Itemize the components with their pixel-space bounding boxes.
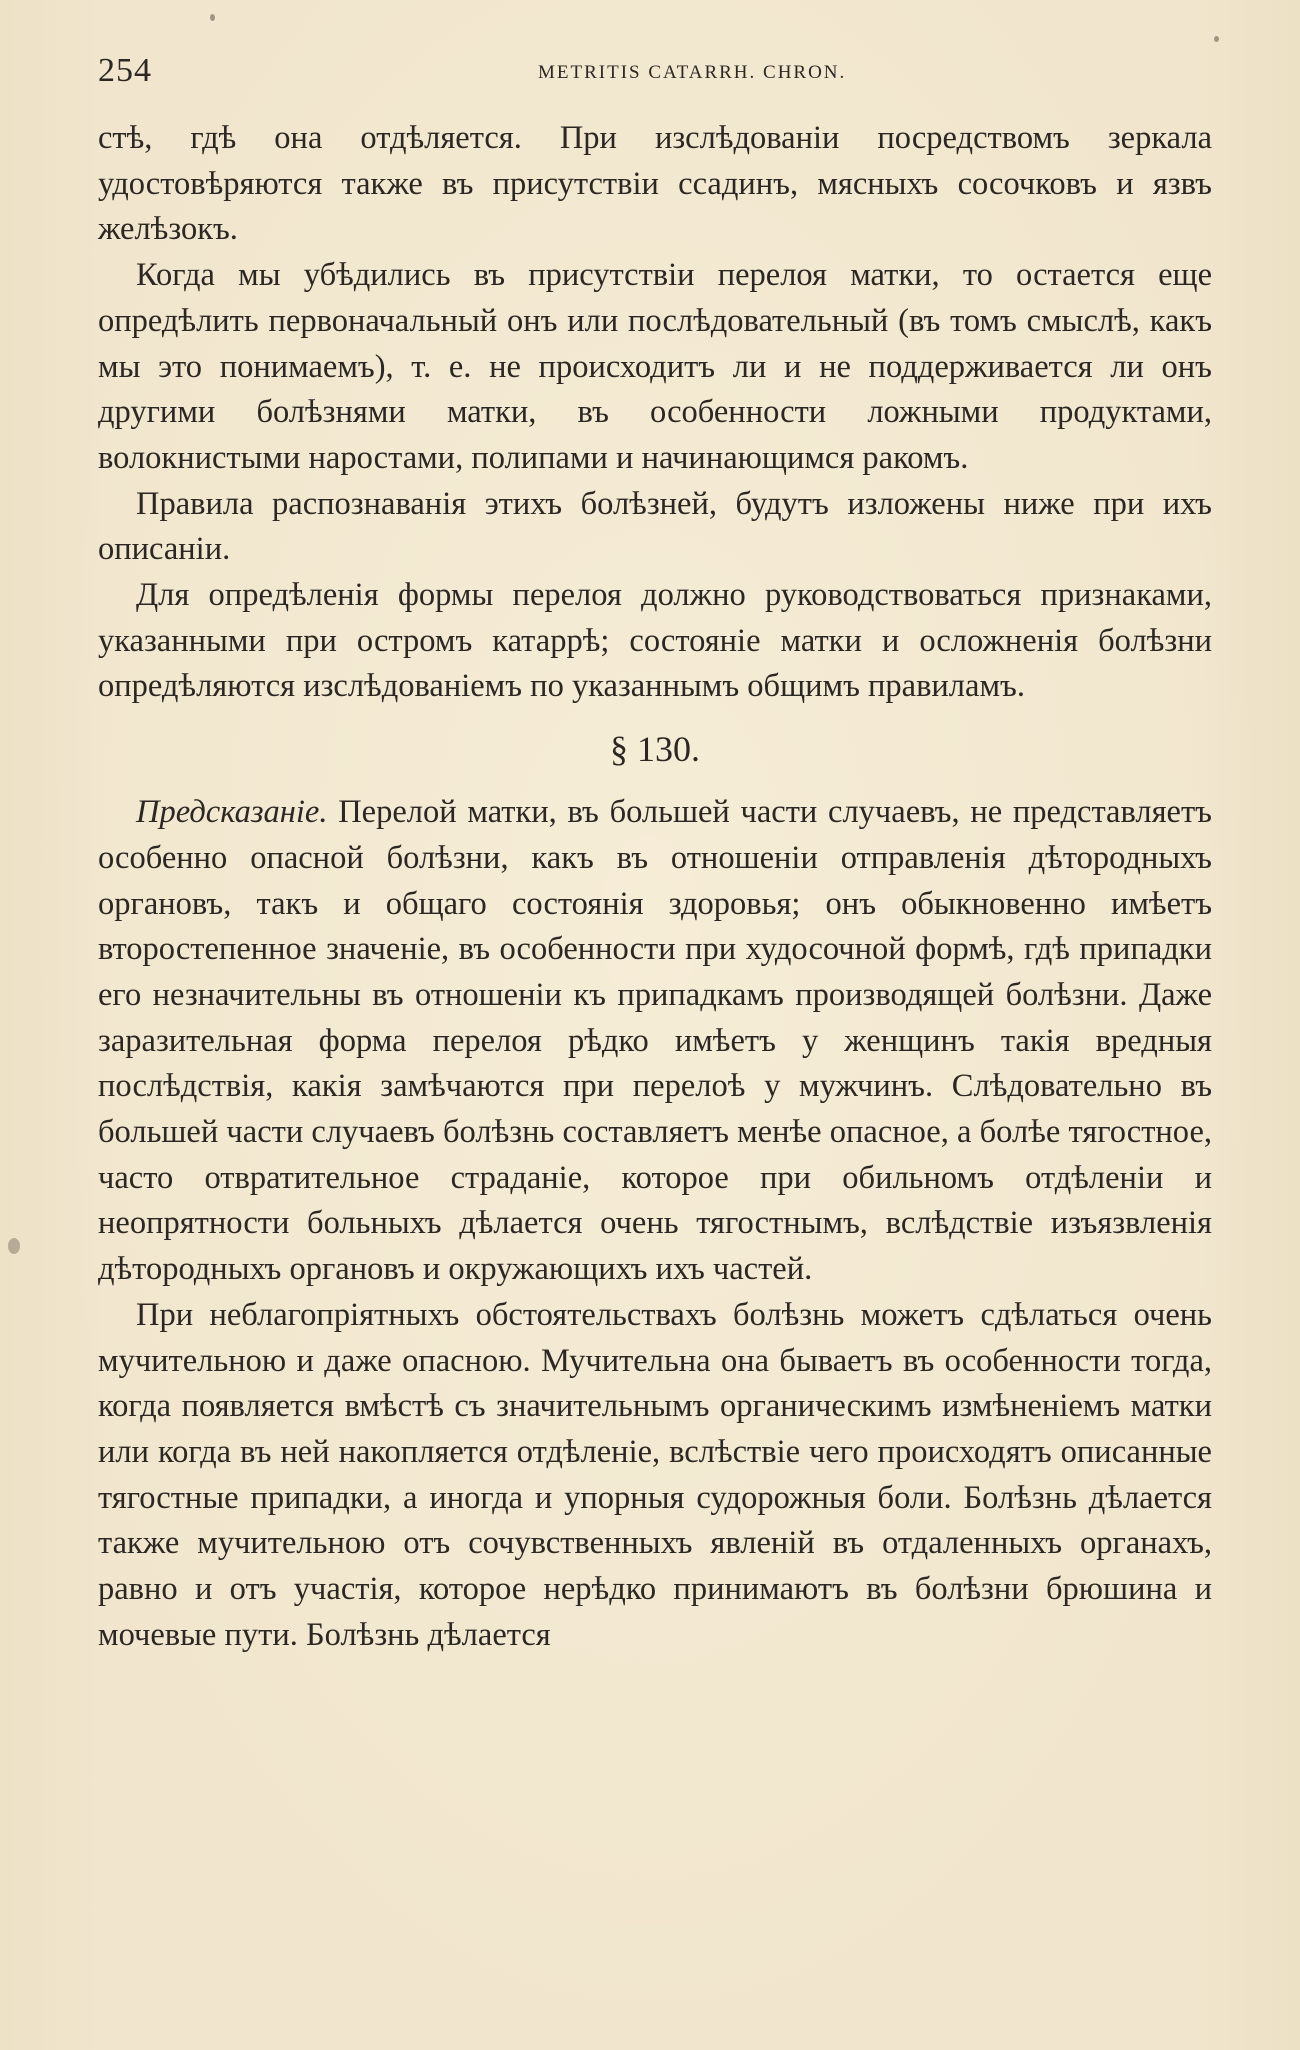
page-number: 254 [98,52,152,89]
body-text [98,116,1212,1659]
prognosis-lead: Предсказаніе. [136,794,328,831]
page-header [98,52,1208,92]
running-head: METRITIS CATARRH. CHRON. [538,62,847,83]
paragraph-unfavorable: При неблагопріятныхъ обстоятельствахъ болѣзнь можетъ сдѣлаться очень мучительною и даже опасною. Мучительна она бываетъ въ особенности тогда, когда появляется вмѣстѣ съ значительнымъ органическимъ измѣненіемъ матки или когда въ ней накопляется отдѣленіе, вслѣствіе чего происходятъ описанные тягостные припадки, а иногда и упорныя судорожныя боли. Болѣзнь дѣлается также мучительною отъ сочувственныхъ явленій въ отдаленныхъ органахъ, равно и отъ участія, которое нерѣдко принимаютъ въ болѣзни брюшина и мочевые пути. Болѣзнь дѣлается [98,1296,1212,1653]
prognosis-text: Перелой матки, въ большей части случаевъ, не представляетъ особенно опасной болѣзни, какъ въ отношеніи отправленія дѣтородныхъ органовъ, такъ и общаго состоянія здоровья; онъ обыкновенно имѣетъ второстепенное значеніе, въ особенности при худосочной формѣ, гдѣ припадки его незначительны въ отношеніи къ припадкамъ производящей болѣзни. Даже заразительная форма перелоя рѣдко имѣетъ у женщинъ такія вредныя послѣдствія, какія замѣчаются при перелоѣ у мужчинъ. Слѣдовательно въ большей части случаевъ болѣзнь составляетъ менѣе опасное, а болѣе тягостное, часто отвратительное страданіе, которое при обильномъ отдѣленіи и неопрятности больныхъ дѣлается очень тягостнымъ, вслѣдствіе изъязвленія дѣтородныхъ органовъ и окружающихъ ихъ частей. [98,794,1212,1288]
section-heading: § 130. [610,729,700,770]
print-speck [8,1238,20,1254]
paragraph-diagnosis-rules: Правила распознаванія этихъ болѣзней, будутъ изложены ниже при ихъ описаніи. [98,485,1212,568]
paragraph-form: Для опредѣленія формы перелоя должно руководствоваться признаками, указанными при остромъ катаррѣ; состояніе матки и осложненія болѣзни опредѣляются изслѣдованіемъ по указаннымъ общимъ правиламъ. [98,577,1212,705]
print-speck [210,14,215,21]
paragraph-differential: Когда мы убѣдились въ присутствіи перелоя матки, то остается еще опредѣлить первоначальный онъ или послѣдовательный (въ томъ смыслѣ, какъ мы это понимаемъ), т. е. не происходитъ ли и не поддерживается ли онъ другими болѣзнями матки, въ особенности ложными продуктами, волокнистыми наростами, полипами и начинающимся ракомъ. [98,257,1212,476]
paragraph-prognosis [98,790,1212,1293]
print-speck [1214,36,1219,42]
paragraph-continuation: стѣ, гдѣ она отдѣляется. При изслѣдованіи посредствомъ зеркала удостовѣряются также въ присутствіи ссадинъ, мясныхъ сосочковъ и язвъ желѣзокъ. [98,120,1212,248]
